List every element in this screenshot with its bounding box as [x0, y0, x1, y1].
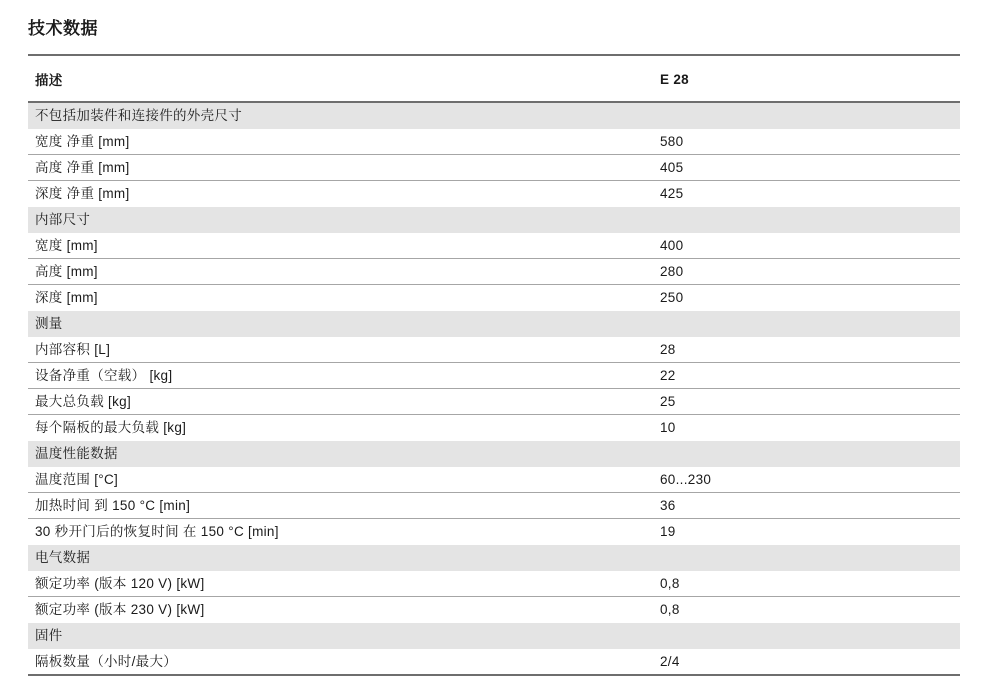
row-value: 10: [660, 420, 676, 435]
section-row: [28, 441, 960, 467]
row-value: 25: [653, 389, 960, 415]
row-label: 额定功率 (版本 230 V) [kW]: [35, 602, 205, 617]
section-row: [28, 102, 960, 129]
row-value: 28: [653, 337, 960, 363]
row-value: 425: [660, 186, 684, 201]
table-row: [28, 597, 960, 624]
table-row: [28, 363, 960, 389]
column-header-model: E 28: [653, 55, 960, 102]
table-row: [28, 519, 960, 546]
tech-data-table: [28, 54, 960, 676]
table-body: [28, 102, 960, 675]
section-row: [28, 623, 960, 649]
table-row: [28, 415, 960, 442]
row-label: 每个隔板的最大负载 [kg]: [35, 420, 187, 435]
row-value: 400: [653, 233, 960, 259]
row-label: 30 秒开门后的恢复时间 在 150 °C [min]: [35, 524, 279, 539]
row-label: 高度 净重 [mm]: [28, 155, 653, 181]
table-header-row: [28, 55, 960, 102]
table-row: [28, 389, 960, 415]
column-header-description: 描述: [28, 55, 653, 102]
row-value: 250: [660, 290, 684, 305]
row-value: 405: [653, 155, 960, 181]
row-label: 内部容积 [L]: [28, 337, 653, 363]
section-label: 内部尺寸: [28, 207, 960, 233]
section-label: 电气数据: [28, 545, 960, 571]
row-label: 高度 [mm]: [28, 259, 653, 285]
row-label: 加热时间 到 150 °C [min]: [28, 493, 653, 519]
section-label: 不包括加装件和连接件的外壳尺寸: [28, 102, 960, 129]
row-value: 0,8: [653, 571, 960, 597]
page-title: 技术数据: [28, 19, 98, 38]
table-row: [28, 285, 960, 312]
section-row: [28, 311, 960, 337]
section-row: [28, 545, 960, 571]
row-label: 深度 [mm]: [35, 290, 98, 305]
row-label: 额定功率 (版本 120 V) [kW]: [28, 571, 653, 597]
row-value: 2/4: [653, 649, 960, 675]
row-label: 设备净重（空载） [kg]: [28, 363, 653, 389]
table-row: [28, 467, 960, 493]
table-row: [28, 259, 960, 285]
row-value: 0,8: [660, 602, 680, 617]
row-value: 580: [653, 129, 960, 155]
row-label: 最大总负载 [kg]: [28, 389, 653, 415]
table-row: [28, 649, 960, 675]
row-label: 温度范围 [°C]: [28, 467, 653, 493]
row-label: 隔板数量（小时/最大）: [28, 649, 653, 675]
table-row: [28, 181, 960, 208]
row-label: 宽度 净重 [mm]: [28, 129, 653, 155]
table-row: [28, 337, 960, 363]
table-row: [28, 493, 960, 519]
table-row: [28, 233, 960, 259]
section-label: 温度性能数据: [28, 441, 960, 467]
section-label: 固件: [28, 623, 960, 649]
row-label: 深度 净重 [mm]: [35, 186, 130, 201]
row-value: 60...230: [653, 467, 960, 493]
section-row: [28, 207, 960, 233]
table-row: [28, 155, 960, 181]
table-row: [28, 571, 960, 597]
table-row: [28, 129, 960, 155]
section-label: 测量: [28, 311, 960, 337]
row-value: 22: [653, 363, 960, 389]
row-value: 280: [653, 259, 960, 285]
row-value: 36: [653, 493, 960, 519]
row-label: 宽度 [mm]: [28, 233, 653, 259]
row-value: 19: [660, 524, 676, 539]
